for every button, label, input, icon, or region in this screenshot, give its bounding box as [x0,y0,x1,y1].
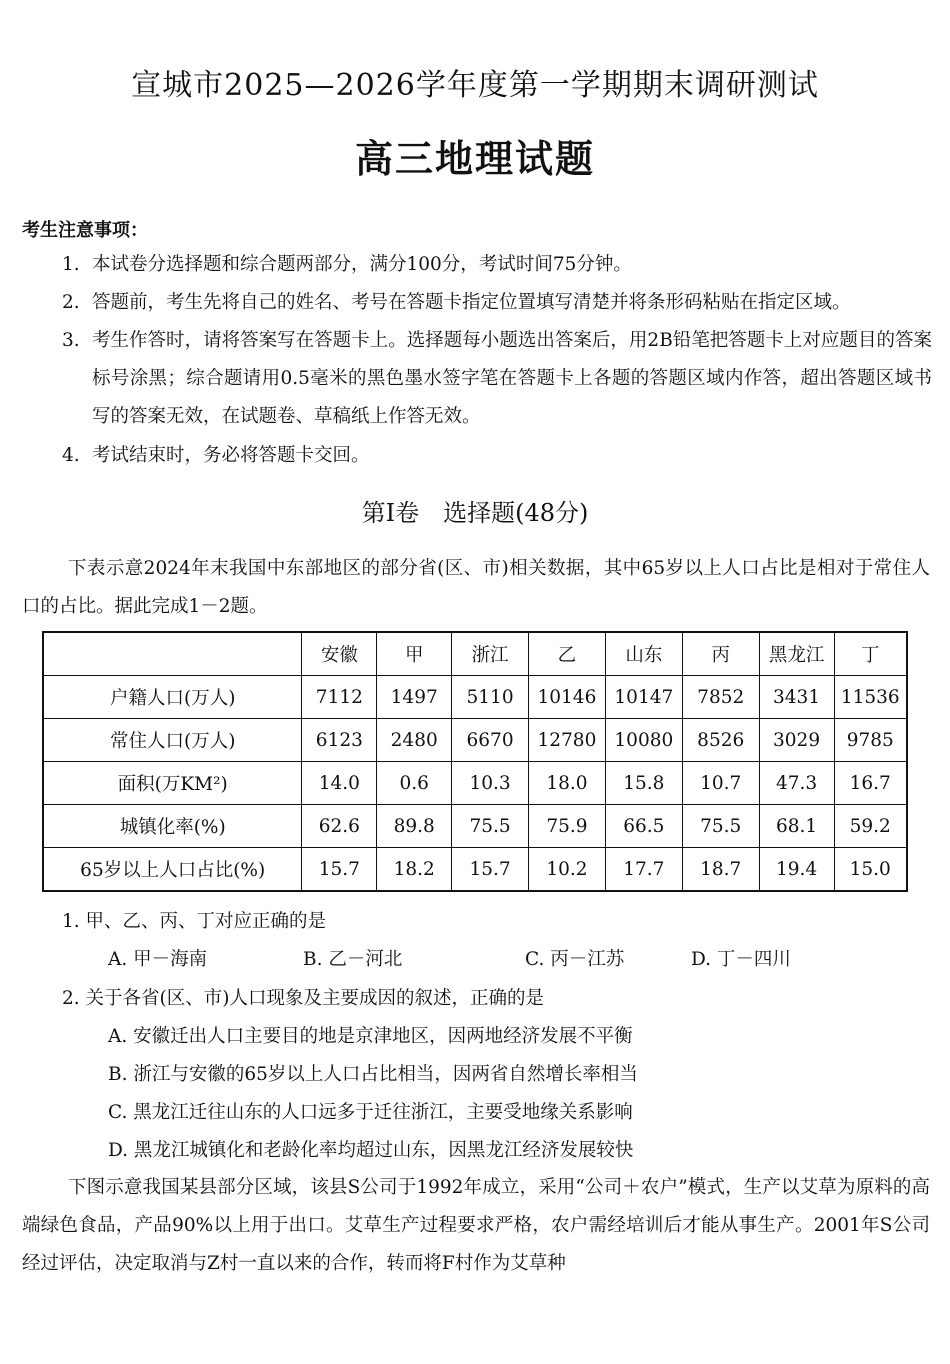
table-cell: 10146 [528,676,605,719]
row-label: 常住人口(万人) [43,719,302,762]
section-title: 第Ⅰ卷 选择题(48分) [361,499,589,527]
notice-text: 本试卷分选择题和综合题两部分，满分100分，考试时间75分钟。 [92,254,632,275]
table-cell: 75.5 [682,805,759,848]
table-row [43,805,907,848]
option-b[interactable]: B. 浙江与安徽的65岁以上人口占比相当，因两省自然增长率相当 [108,1064,638,1085]
notice-number: 1. [62,254,80,275]
question-1-options [108,945,928,971]
table-cell: 3029 [759,719,834,762]
option-d[interactable]: D. 丁－四川 [691,949,791,970]
notice-number: 3. [62,330,80,351]
table-cell: 19.4 [759,848,834,892]
table-cell: 10147 [605,676,682,719]
table-header-cell: 安徽 [302,632,377,676]
notice-item-3 [62,322,932,436]
table-cell: 7112 [302,676,377,719]
table-cell: 10.2 [528,848,605,892]
table-cell: 15.8 [605,762,682,805]
notice-heading: 考生注意事项： [22,220,148,241]
option-d[interactable]: D. 黑龙江城镇化和老龄化率均超过山东，因黑龙江经济发展较快 [108,1140,634,1161]
question-2-stem: 2. 关于各省(区、市)人口现象及主要成因的叙述，正确的是 [62,988,544,1009]
intro-paragraph-2: 下图示意我国某县部分区域，该县S公司于1992年成立，采用“公司＋农户”模式，生产以艾草为原料的高端绿色食品，产品90%以上用于出口。艾草生产过程要求严格，农户需经培训后才能从事生产。2001年S公司经过评估，决定取消与Z村一直以来的合作，转而将F村作为艾草种 [22,1177,930,1274]
table-row [43,676,907,719]
subject-title: 高三地理试题 [354,137,595,181]
question-1-stem: 1. 甲、乙、丙、丁对应正确的是 [62,911,327,932]
table-cell: 14.0 [302,762,377,805]
table-header-cell: 山东 [605,632,682,676]
table-cell: 9785 [834,719,907,762]
table-cell: 11536 [834,676,907,719]
table-header-cell: 丙 [682,632,759,676]
table-cell: 8526 [682,719,759,762]
option-c[interactable]: C. 黑龙江迁往山东的人口远多于迁往浙江，主要受地缘关系影响 [108,1102,633,1123]
notice-item-2 [62,284,932,322]
option-a[interactable]: A. 甲－海南 [108,949,208,970]
table-row [43,848,907,892]
table-cell: 75.9 [528,805,605,848]
exam-title: 宣城市2025—2026学年度第一学期期末调研测试 [131,68,819,103]
notice-item-1 [62,246,932,284]
row-label: 城镇化率(%) [43,805,302,848]
intro-paragraph-1: 下表示意2024年末我国中东部地区的部分省(区、市)相关数据，其中65岁以上人口占比是相对于常住人口的占比。据此完成1－2题。 [22,558,930,617]
table-cell: 15.0 [834,848,907,892]
notice-number: 4. [62,445,80,466]
table-header-cell: 甲 [377,632,452,676]
table-cell: 10.3 [452,762,529,805]
table-cell: 6123 [302,719,377,762]
table-cell: 89.8 [377,805,452,848]
table-cell: 16.7 [834,762,907,805]
notice-text: 答题前，考生先将自己的姓名、考号在答题卡指定位置填写清楚并将条形码粘贴在指定区域。 [92,292,851,313]
table-header-cell: 丁 [834,632,907,676]
notice-text: 考试结束时，务必将答题卡交回。 [92,445,370,466]
table-cell: 62.6 [302,805,377,848]
table-cell: 1497 [377,676,452,719]
table-cell: 18.0 [528,762,605,805]
table-cell: 15.7 [302,848,377,892]
table-cell: 15.7 [452,848,529,892]
table-header-row [43,632,907,676]
table-cell: 6670 [452,719,529,762]
notice-item-4 [62,437,932,475]
population-table [42,631,908,892]
table-cell: 18.7 [682,848,759,892]
table-cell: 47.3 [759,762,834,805]
table-cell: 75.5 [452,805,529,848]
table-header-cell: 黑龙江 [759,632,834,676]
table-cell: 0.6 [377,762,452,805]
table-cell: 10.7 [682,762,759,805]
table-cell: 68.1 [759,805,834,848]
option-a[interactable]: A. 安徽迁出人口主要目的地是京津地区，因两地经济发展不平衡 [108,1026,633,1047]
option-b[interactable]: B. 乙－河北 [303,949,403,970]
table-header-cell: 浙江 [452,632,529,676]
notice-number: 2. [62,292,80,313]
table-header-cell: 乙 [528,632,605,676]
row-label: 户籍人口(万人) [43,676,302,719]
table-cell: 59.2 [834,805,907,848]
table-cell: 7852 [682,676,759,719]
table-cell: 18.2 [377,848,452,892]
table-row [43,762,907,805]
table-cell: 17.7 [605,848,682,892]
notice-text: 考生作答时，请将答案写在答题卡上。选择题每小题选出答案后，用2B铅笔把答题卡上对应题目的答案标号涂黑；综合题请用0.5毫米的黑色墨水签字笔在答题卡上各题的答题区域内作答，超出答题区域书写的答案无效，在试题卷、草稿纸上作答无效。 [92,330,932,427]
row-label: 面积(万KM²) [43,762,302,805]
table-cell: 10080 [605,719,682,762]
table-cell: 5110 [452,676,529,719]
table-row [43,719,907,762]
option-c[interactable]: C. 丙－江苏 [525,949,625,970]
table-header-cell [43,632,302,676]
table-cell: 12780 [528,719,605,762]
row-label: 65岁以上人口占比(%) [43,848,302,892]
table-cell: 3431 [759,676,834,719]
table-cell: 66.5 [605,805,682,848]
table-cell: 2480 [377,719,452,762]
